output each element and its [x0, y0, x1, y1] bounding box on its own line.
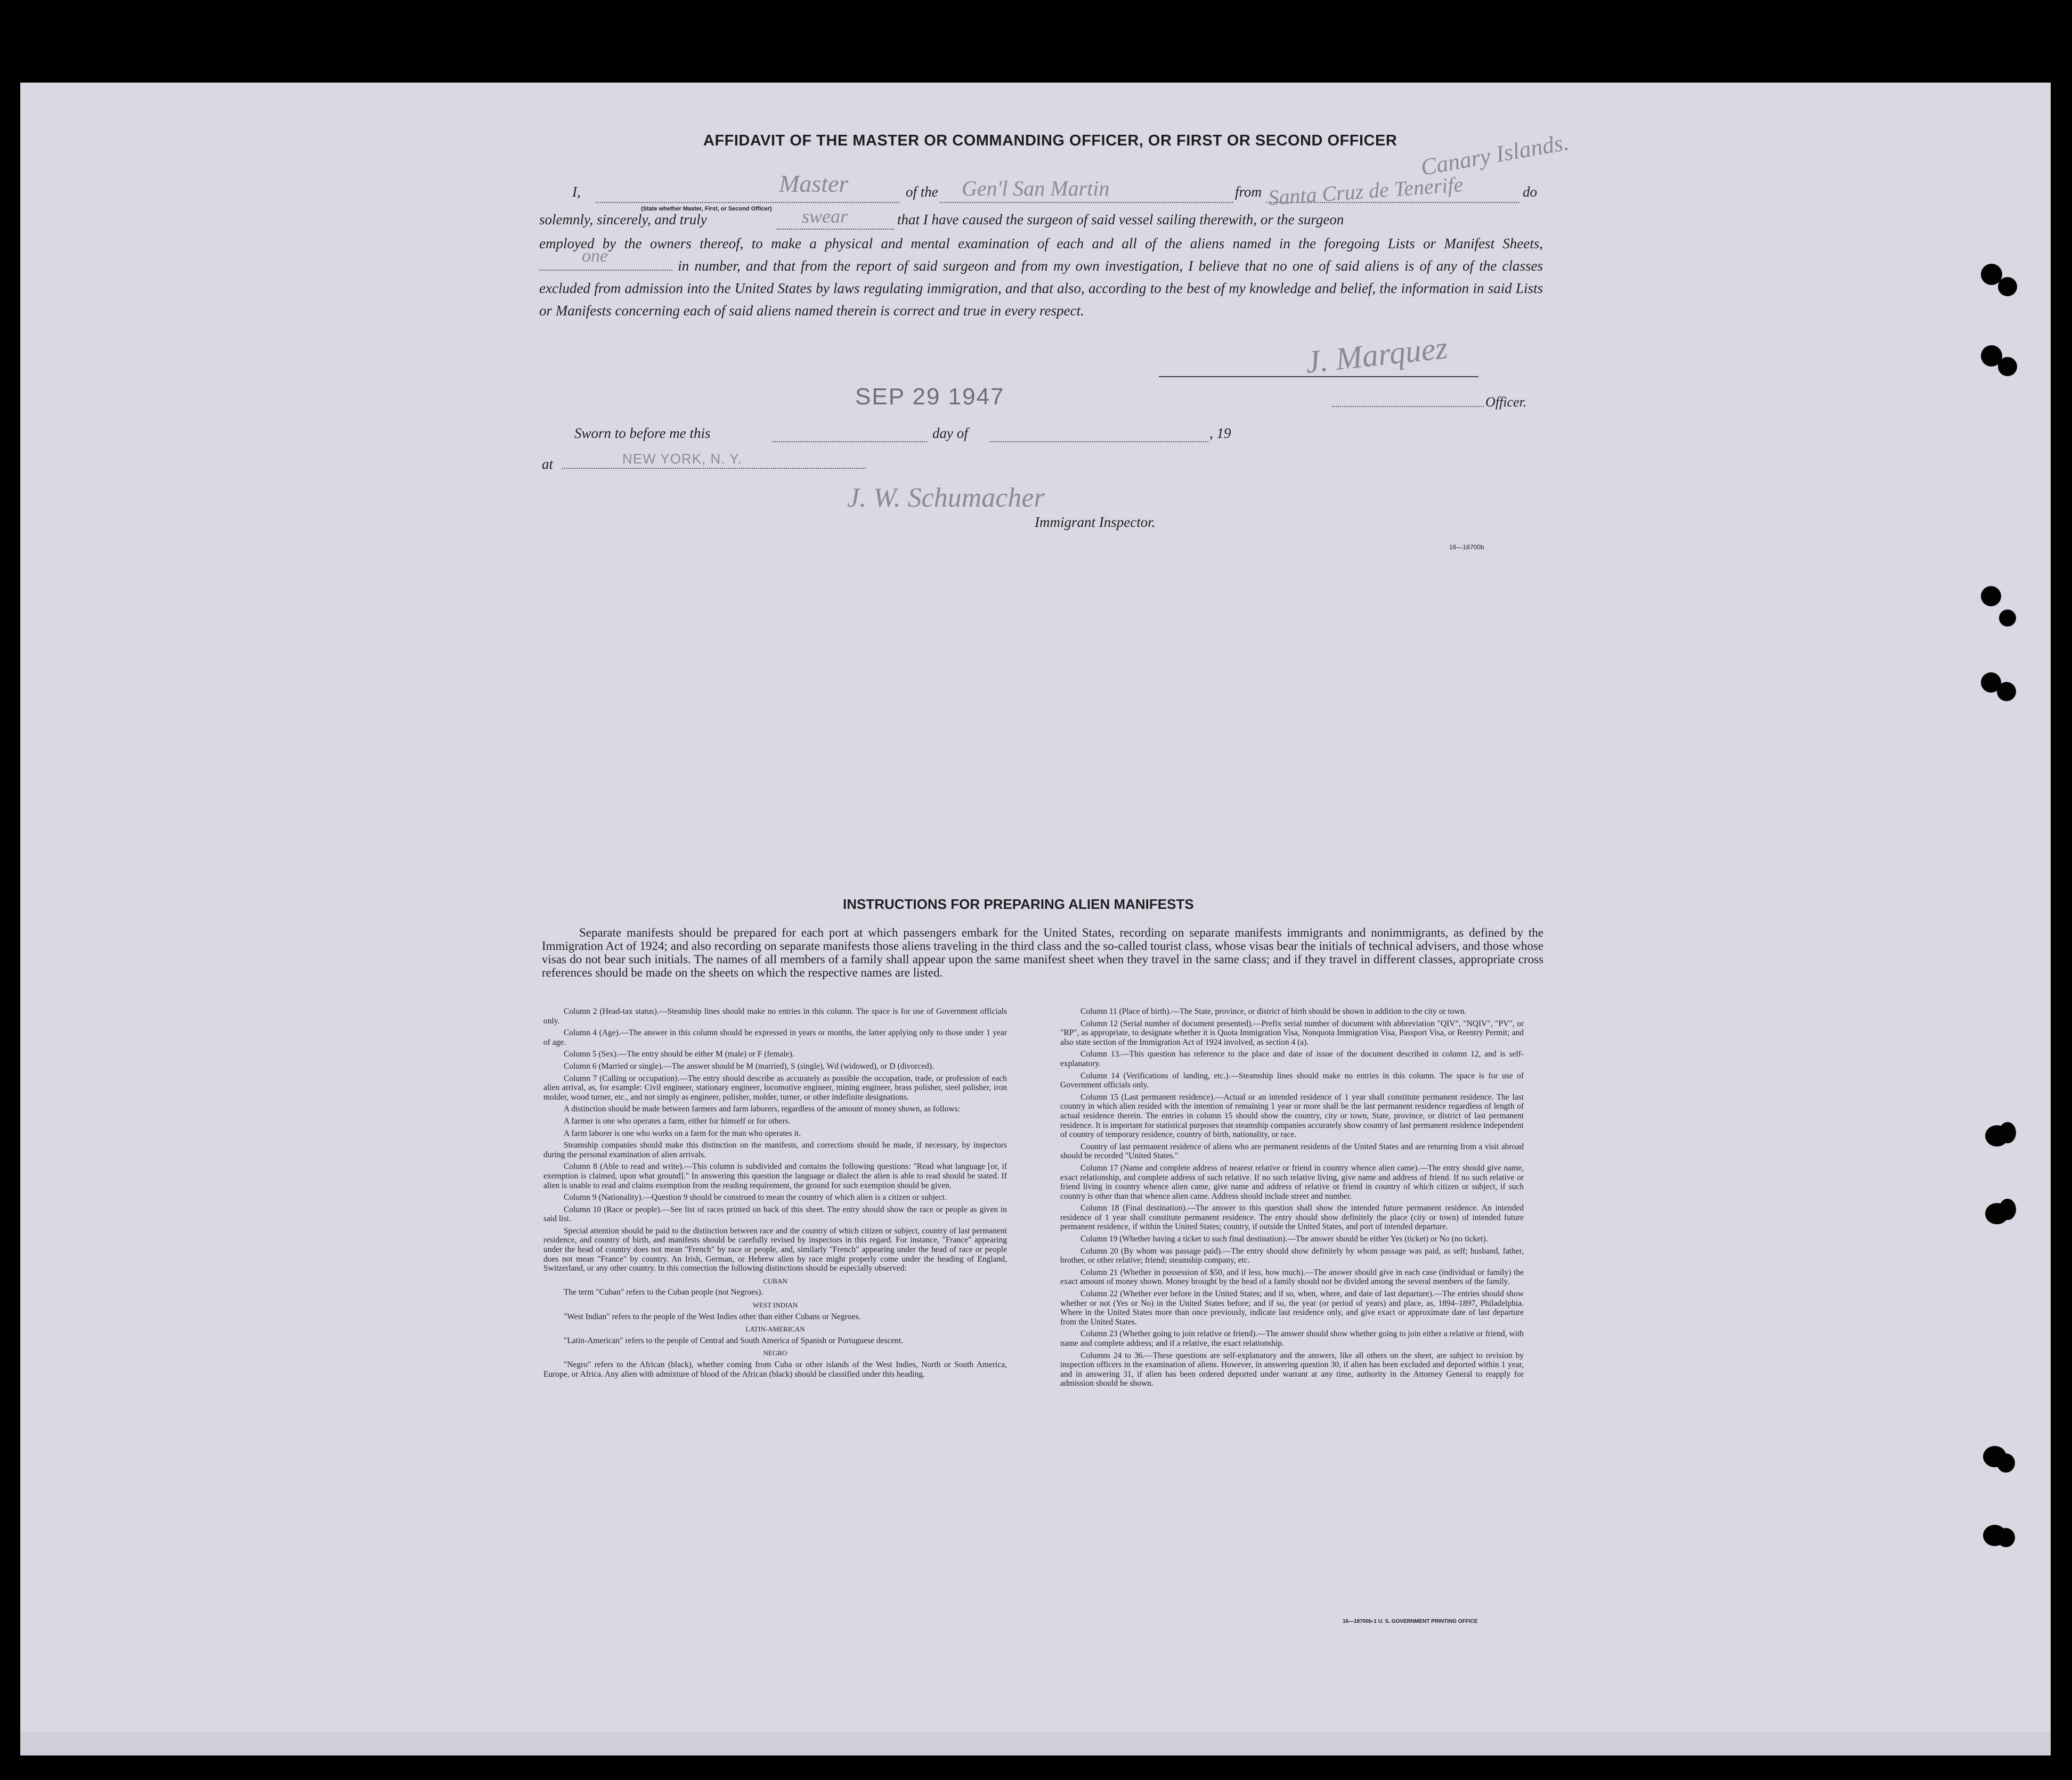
from-label: from	[1235, 184, 1262, 200]
affidavit-title: AFFIDAVIT OF THE MASTER OR COMMANDING OFFICER, OR FIRST OR SECOND OFFICER	[703, 132, 1397, 149]
officer-signature: J. Marquez	[1304, 330, 1450, 380]
officer-label: Officer.	[1485, 394, 1527, 410]
instruction-paragraph: The term "Cuban" refers to the Cuban people (not Negroes).	[564, 1288, 763, 1297]
printing-office-note: 16—18700b-1 U. S. GOVERNMENT PRINTING OFFICE	[1343, 1619, 1478, 1624]
handwritten-islands: Canary Islands.	[1418, 128, 1571, 181]
affidavit-line-2a: solemnly, sincerely, and truly	[539, 212, 707, 227]
handwritten-sheets: one	[582, 246, 608, 266]
instruction-paragraph: Column 8 (Able to read and write).—This column is subdivided and contains the following questions: "Read what language [or, if exemption is claimed, upon what ground]." In answering this question the language or dialect the alien is able to read should be stated. If alien is unable to read and claims exemption from the reading requirement, the ground for such exemption should be given.	[543, 1162, 1007, 1190]
instruction-paragraph: Column 11 (Place of birth).—The State, province, or district of birth should be shown in addition to the city or town.	[1080, 1007, 1467, 1016]
instructions-title: INSTRUCTIONS FOR PREPARING ALIEN MANIFESTS	[843, 896, 1194, 912]
binder-hole	[1999, 1122, 2016, 1143]
place-field	[562, 468, 866, 469]
instruction-paragraph: Column 21 (Whether in possession of $50, and if less, how much).—The answer should give in each case (individual or family) the exact amount of money shown. Money brought by the head of a family should not be divided among the several members of the family.	[1060, 1267, 1524, 1287]
instruction-paragraph: Column 6 (Married or single).—The answer should be M (married), S (single), Wd (widowed), or D (divorced).	[564, 1061, 934, 1071]
date-stamp: SEP 29 1947	[855, 384, 1005, 410]
rank-hint: (State whether Master, First, or Second Officer)	[641, 206, 772, 212]
affidavit-line-2b: that I have caused the surgeon of said vessel sailing therewith, or the surgeon	[897, 212, 1344, 227]
instruction-paragraph: Column 22 (Whether ever before in the United States; and if so, when, where, and date of last departure).—The entries should show whether or not (Yes or No) in the United States before; and if so, the year (or period of years) and place, as, 1894–1897, Philadelphia. Where in the United States more than once previously, indicate last residence only, and give exact or approximate date of last departure from the United States.	[1060, 1289, 1524, 1327]
affidavit-body: employed by the owners thereof, to make a physical and mental examination of each and all of the aliens named in the foregoing Lists or Manifest Sheets, one in number, and that from the report of said surgeon and from my own investigation, I believe that no one of said aliens is of any of the classes excluded from admission into the United States by laws regulating immigration, and that also, according to the best of my knowledge and belief, the information in said Lists or Manifests concerning each of said aliens named therein is correct and true in every respect.	[539, 235, 1543, 319]
of-the-label: of the	[906, 184, 938, 200]
sworn-day-field	[773, 425, 927, 442]
do-label: do	[1523, 184, 1537, 200]
year-label: , 19	[1209, 425, 1231, 441]
instruction-paragraph: Column 14 (Verifications of landing, etc.).—Steamship lines should make no entries in this column. The space is for use of Government officials only.	[1060, 1071, 1524, 1090]
instruction-paragraph: A distinction should be made between farmers and farm laborers, regardless of the amount of money shown, as follows:	[564, 1104, 960, 1114]
document-sheet	[20, 83, 2051, 1755]
affidavit-line-1: I,	[572, 184, 581, 200]
binder-hole	[1997, 1528, 2015, 1547]
instruction-paragraph: A farmer is one who operates a farm, either for himself or for others.	[564, 1116, 791, 1126]
officer-field	[1332, 401, 1484, 407]
instruction-paragraph: Column 7 (Calling or occupation).—The entry should describe as accurately as possible the occupation, trade, or profession of each alien arrival, as, for example: Civil engineer, stationary engineer, locomotive engineer, mining engineer, brass polisher, steel polisher, iron molder, wood turner, etc., and not simply as engineer, polisher, molder, turner, or other indefinite designations.	[543, 1074, 1007, 1102]
instruction-paragraph: A farm laborer is one who works on a farm for the man who operates it.	[564, 1128, 801, 1138]
subhead-latin-american: LATIN-AMERICAN	[745, 1325, 805, 1334]
handwritten-rank: Master	[779, 170, 849, 197]
subhead-cuban: CUBAN	[763, 1277, 787, 1285]
instructions-right-column	[1060, 1007, 1524, 1391]
binder-hole	[1981, 586, 2001, 606]
inspector-signature: J. W. Schumacher	[847, 483, 1045, 513]
handwritten-oath: swear	[802, 206, 848, 227]
binder-hole	[1999, 609, 2016, 627]
instruction-paragraph: Column 13.—This question has reference to the place and date of issue of the document described in column 12, and is self-explanatory.	[1060, 1050, 1524, 1068]
instruction-paragraph: "Negro" refers to the African (black), whether coming from Cuba or other islands of the West Indies, North or South America, Europe, or Africa. Any alien with admixture of blood of the African (black) should be classified under this heading.	[543, 1360, 1007, 1379]
instructions-intro: Separate manifests should be prepared for each port at which passengers embark for the United States, recording on separate manifests immigrants and nonimmigrants, as defined by the Immigration Act of 1924; and also recording on separate manifests those aliens traveling in the third class and the so-called tourist class, whose visas bear the initials of technical advisers, and those whose visas do not bear such initials. The names of all members of a family shall appear upon the same manifest sheet when they travel in the same class; and if they travel in different classes, appropriate cross references should be made on the sheets on which the respective names are listed.	[542, 926, 1543, 979]
sheet-bottom-edge	[20, 1732, 2051, 1755]
instructions-left-column	[543, 1007, 1007, 1381]
instruction-paragraph: "West Indian" refers to the people of the West Indies other than either Cubans or Negroes.	[564, 1312, 861, 1321]
place-stamp: NEW YORK, N. Y.	[622, 451, 742, 467]
subhead-negro: NEGRO	[763, 1349, 787, 1358]
instruction-paragraph: Column 17 (Name and complete address of nearest relative or friend in country whence alien came).—The entry should give name, exact relationship, and complete address of such relative. If no such relative living, give name and address of friend. If no such relative or friend living in country whence alien came, give name and address of relative or friend in country of which citizen or subject, if such country is other than that whence alien came. Address should include street and number.	[1060, 1163, 1524, 1201]
handwritten-port: Santa Cruz de Tenerife	[1267, 172, 1464, 210]
instruction-paragraph: Column 4 (Age).—The answer in this column should be expressed in years or months, the latter applying only to those under 1 year of age.	[543, 1028, 1007, 1047]
sworn-month-field	[990, 425, 1208, 442]
instruction-paragraph: Column 10 (Race or people).—See list of races printed on back of this sheet. The entry should show the race or people as given in said list.	[543, 1205, 1007, 1224]
instruction-paragraph: Country of last permanent residence of aliens who are permanent residents of the United States and are returning from a visit abroad should be recorded "United States."	[1060, 1142, 1524, 1161]
binder-hole	[1997, 1453, 2015, 1473]
form-number: 16—18700b	[1449, 543, 1484, 551]
handwritten-vessel: Gen'l San Martin	[962, 176, 1110, 200]
rank-field	[596, 184, 899, 203]
inspector-label: Immigrant Inspector.	[1035, 514, 1156, 530]
instruction-paragraph: Column 9 (Nationality).—Question 9 should be construed to mean the country of which alien is a citizen or subject.	[564, 1193, 947, 1202]
sheets-field	[539, 246, 672, 271]
binder-hole	[1998, 277, 2017, 296]
instruction-paragraph: Special attention should be paid to the distinction between race and the country of which citizen or subject, country of last permanent residence, and country of birth, and manifests should be carefully revised by inspectors in this regard. For instance, "France" appearing under the head of country does not mean "French" by race or people, and, similarly "French" appearing under the head of race or people does not mean "France" by country. An Irish, German, or Hebrew alien by race might properly come under the heading of England, Switzerland, or any other country. In this connection the following distinctions should be especially observed:	[543, 1226, 1007, 1273]
binder-hole	[1999, 1199, 2016, 1220]
instruction-paragraph: Column 20 (By whom was passage paid).—The entry should show definitely by whom passage was paid, as self; husband, father, brother, or other relative; friend; steamship company, etc.	[1060, 1246, 1524, 1265]
instruction-paragraph: Columns 24 to 36.—These questions are self-explanatory and the answers, like all others on the sheet, are subject to revision by inspection officers in the examination of aliens. However, in answering question 30, if alien has been excluded and deported within 1 year, and in answering 31, if alien has been ordered deported under warrant at any time, authority in the Attorney General to reapply for admission should be shown.	[1060, 1351, 1524, 1388]
sworn-label: Sworn to before me this	[574, 425, 711, 441]
instruction-paragraph: Column 5 (Sex).—The entry should be either M (male) or F (female).	[564, 1050, 794, 1059]
day-of-label: day of	[932, 425, 968, 441]
instruction-paragraph: Steamship companies should make this distinction on the manifests, and corrections should be made, if necessary, by inspectors during the personal examination of alien arrivals.	[543, 1141, 1007, 1159]
instruction-paragraph: Column 15 (Last permanent residence).—Actual or an intended residence of 1 year shall constitute permanent residence. The last country in which alien resided with the intention of remaining 1 year or more shall be the last permanent residence regardless of length of actual residence therein. The entries in column 15 should show the country, city or town, State, province, or district of last permanent residence. It is important for statistical purposes that steamship companies accurately show country of last permanent residence independent of country of temporary residence, country of birth, nationality, or race.	[1060, 1092, 1524, 1140]
at-label: at	[542, 456, 554, 472]
instruction-paragraph: Column 23 (Whether going to join relative or friend).—The answer should show whether going to join either a relative or friend, with name and complete address; and if a relative, the exact relationship.	[1060, 1329, 1524, 1348]
binder-hole	[1997, 682, 2016, 701]
instruction-paragraph: "Latin-American" refers to the people of Central and South America of Spanish or Portuguese descent.	[564, 1336, 904, 1345]
instruction-paragraph: Column 12 (Serial number of document presented).—Prefix serial number of document with abbreviation "QIV", "NQIV", "PV", or "RP", as appropriate, to designate whether it is Quota Immigration Visa, Nonquota Immigration Visa, Passport Visa, or Reentry Permit; and also state section of the Immigration Act of 1924 involved, as section 4 (a).	[1060, 1019, 1524, 1047]
instruction-paragraph: Column 18 (Final destination).—The answer to this question shall show the intended future permanent residence. An intended residence of 1 year shall constitute permanent residence. The entry should show definitely the place (city or town) of intended future permanent residence, if within the United States; country, if outside the United States, and port of intended departure.	[1060, 1204, 1524, 1232]
binder-hole	[1998, 357, 2017, 376]
subhead-west-indian: WEST INDIAN	[752, 1301, 798, 1310]
instruction-paragraph: Column 2 (Head-tax status).—Steamship lines should make no entries in this column. The space is for use of Government officials only.	[543, 1007, 1007, 1026]
instruction-paragraph: Column 19 (Whether having a ticket to such final destination).—The answer should be either Yes (ticket) or No (no ticket).	[1080, 1234, 1488, 1244]
